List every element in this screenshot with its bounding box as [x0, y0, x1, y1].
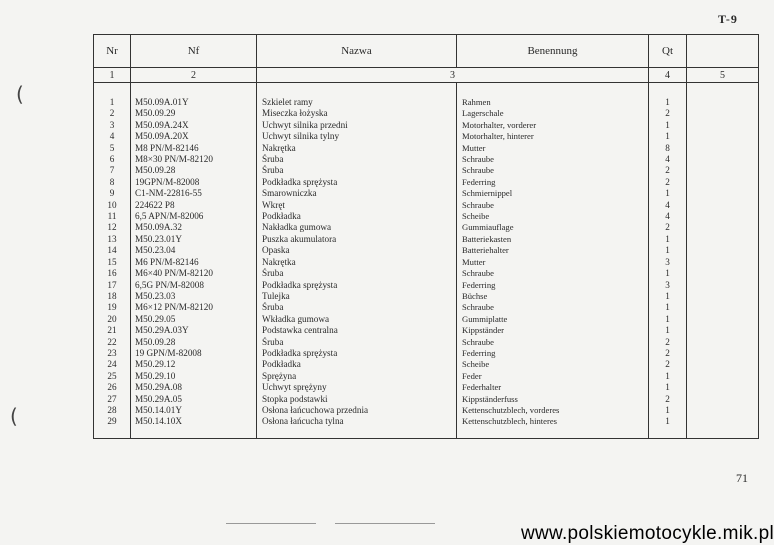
- table-row: [94, 177, 759, 188]
- cell-extra: [687, 280, 759, 291]
- table-row: [94, 165, 759, 176]
- cell-nazwa: Stopka podstawki: [257, 394, 457, 405]
- cell-nf: M50.09.28: [131, 165, 257, 176]
- cell-benennung: Schraube: [457, 268, 649, 279]
- cell-qt: 1: [649, 382, 687, 393]
- page-number: 71: [736, 471, 748, 485]
- cell-qt: 1: [649, 268, 687, 279]
- cell-nf: M6×12 PN/M-82120: [131, 302, 257, 313]
- header-qt: Qt: [649, 35, 687, 68]
- cell-extra: [687, 108, 759, 119]
- cell-qt: 4: [649, 154, 687, 165]
- cell-benennung: Feder: [457, 371, 649, 382]
- cell-nazwa: Śruba: [257, 302, 457, 313]
- cell-qt: 2: [649, 165, 687, 176]
- cell-benennung: Federring: [457, 280, 649, 291]
- cell-nf: M6×40 PN/M-82120: [131, 268, 257, 279]
- cell-benennung: Lagerschale: [457, 108, 649, 119]
- cell-nazwa: Wkładka gumowa: [257, 314, 457, 325]
- cell-nr: 29: [94, 416, 131, 427]
- cell-qt: 1: [649, 325, 687, 336]
- cell-nf: M50.09.29: [131, 108, 257, 119]
- cell-nf: M50.14.10X: [131, 416, 257, 427]
- cell-nr: 27: [94, 394, 131, 405]
- parts-table: [93, 34, 759, 439]
- cell-qt: 1: [649, 371, 687, 382]
- cell-nazwa: Nakrętka: [257, 143, 457, 154]
- cell-qt: 2: [649, 222, 687, 233]
- table-row: [94, 359, 759, 370]
- cell-benennung: Scheibe: [457, 359, 649, 370]
- table-row: [94, 120, 759, 131]
- cell-qt: 1: [649, 302, 687, 313]
- cell-nr: 19: [94, 302, 131, 313]
- punch-hole-mark: (: [10, 404, 18, 428]
- cell-benennung: Schmiernippel: [457, 188, 649, 199]
- cell-extra: [687, 394, 759, 405]
- website-watermark: www.polskiemotocykle.mik.pl: [520, 523, 774, 544]
- table-row: [94, 314, 759, 325]
- cell-nr: 10: [94, 200, 131, 211]
- table-row: [94, 280, 759, 291]
- scan-artifact: [335, 523, 435, 524]
- cell-nazwa: Tulejka: [257, 291, 457, 302]
- cell-extra: [687, 188, 759, 199]
- cell-benennung: Gummiauflage: [457, 222, 649, 233]
- cell-nf: M50.29A.08: [131, 382, 257, 393]
- cell-nf: M50.29.12: [131, 359, 257, 370]
- cell-qt: 4: [649, 211, 687, 222]
- cell-nf: 6,5 APN/M-82006: [131, 211, 257, 222]
- cell-nazwa: Podstawka centralna: [257, 325, 457, 336]
- cell-nr: 21: [94, 325, 131, 336]
- cell-qt: 2: [649, 108, 687, 119]
- cell-qt: 2: [649, 348, 687, 359]
- cell-nf: M50.09.28: [131, 337, 257, 348]
- cell-nazwa: Śruba: [257, 154, 457, 165]
- cell-qt: 1: [649, 291, 687, 302]
- cell-nf: M50.29.05: [131, 314, 257, 325]
- cell-qt: 1: [649, 234, 687, 245]
- cell-nf: 224622 P8: [131, 200, 257, 211]
- table-row: [94, 348, 759, 359]
- cell-benennung: Kippständer: [457, 325, 649, 336]
- cell-nr: 17: [94, 280, 131, 291]
- cell-nazwa: Osłona łańcucha tylna: [257, 416, 457, 427]
- colnum-extra: 5: [687, 68, 759, 83]
- cell-extra: [687, 337, 759, 348]
- cell-nr: 6: [94, 154, 131, 165]
- cell-nazwa: Opaska: [257, 245, 457, 256]
- cell-nr: 3: [94, 120, 131, 131]
- cell-qt: 2: [649, 337, 687, 348]
- cell-extra: [687, 120, 759, 131]
- cell-benennung: Rahmen: [457, 97, 649, 108]
- cell-nr: 11: [94, 211, 131, 222]
- cell-nf: M50.29A.05: [131, 394, 257, 405]
- cell-qt: 3: [649, 257, 687, 268]
- cell-nr: 20: [94, 314, 131, 325]
- table-row: [94, 211, 759, 222]
- header-benennung: Benennung: [457, 35, 649, 68]
- header-nf: Nf: [131, 35, 257, 68]
- cell-nazwa: Osłona łańcuchowa przednia: [257, 405, 457, 416]
- cell-extra: [687, 371, 759, 382]
- table-row: [94, 108, 759, 119]
- cell-benennung: Kettenschutzblech, hinteres: [457, 416, 649, 427]
- table-row: [94, 222, 759, 233]
- colnum-nf: 2: [131, 68, 257, 83]
- cell-qt: 1: [649, 314, 687, 325]
- cell-nazwa: Śruba: [257, 165, 457, 176]
- cell-benennung: Motorhalter, vorderer: [457, 120, 649, 131]
- cell-extra: [687, 314, 759, 325]
- cell-benennung: Mutter: [457, 257, 649, 268]
- cell-nr: 12: [94, 222, 131, 233]
- cell-nf: M50.14.01Y: [131, 405, 257, 416]
- cell-nr: 16: [94, 268, 131, 279]
- cell-qt: 4: [649, 200, 687, 211]
- table-row: [94, 97, 759, 108]
- cell-nr: 23: [94, 348, 131, 359]
- table-row: [94, 405, 759, 416]
- column-number-row: [94, 68, 759, 83]
- cell-nr: 25: [94, 371, 131, 382]
- cell-nazwa: Sprężyna: [257, 371, 457, 382]
- table-row: [94, 382, 759, 393]
- cell-benennung: Kippständerfuss: [457, 394, 649, 405]
- cell-benennung: Schraube: [457, 165, 649, 176]
- table-row: [94, 394, 759, 405]
- table-row: [94, 268, 759, 279]
- cell-nr: 24: [94, 359, 131, 370]
- cell-extra: [687, 131, 759, 142]
- cell-extra: [687, 211, 759, 222]
- colnum-nr: 1: [94, 68, 131, 83]
- cell-nr: 5: [94, 143, 131, 154]
- cell-qt: 1: [649, 97, 687, 108]
- cell-nf: M50.29A.03Y: [131, 325, 257, 336]
- table-row: [94, 245, 759, 256]
- table-row: [94, 188, 759, 199]
- cell-nazwa: Puszka akumulatora: [257, 234, 457, 245]
- cell-nazwa: Wkręt: [257, 200, 457, 211]
- cell-nazwa: Podkładka sprężysta: [257, 177, 457, 188]
- cell-qt: 2: [649, 359, 687, 370]
- cell-nr: 4: [94, 131, 131, 142]
- cell-extra: [687, 234, 759, 245]
- cell-nr: 14: [94, 245, 131, 256]
- table-row: [94, 371, 759, 382]
- cell-extra: [687, 405, 759, 416]
- cell-nf: M8×30 PN/M-82120: [131, 154, 257, 165]
- cell-nf: M50.23.04: [131, 245, 257, 256]
- cell-qt: 1: [649, 188, 687, 199]
- cell-extra: [687, 268, 759, 279]
- cell-nazwa: Uchwyt silnika tylny: [257, 131, 457, 142]
- cell-benennung: Gummiplatte: [457, 314, 649, 325]
- cell-nf: 19GPN/M-82008: [131, 177, 257, 188]
- cell-extra: [687, 348, 759, 359]
- cell-qt: 8: [649, 143, 687, 154]
- cell-nr: 26: [94, 382, 131, 393]
- cell-nf: 19 GPN/M-82008: [131, 348, 257, 359]
- page-marker-top: T-9: [718, 12, 738, 26]
- cell-qt: 1: [649, 416, 687, 427]
- table-row: [94, 325, 759, 336]
- cell-extra: [687, 416, 759, 427]
- cell-nazwa: Podkładka: [257, 211, 457, 222]
- cell-nr: 7: [94, 165, 131, 176]
- cell-nf: 6,5G PN/M-82008: [131, 280, 257, 291]
- cell-nazwa: Nakrętka: [257, 257, 457, 268]
- cell-extra: [687, 302, 759, 313]
- cell-benennung: Federring: [457, 348, 649, 359]
- header-nr: Nr: [94, 35, 131, 68]
- cell-nr: 28: [94, 405, 131, 416]
- table-row: [94, 337, 759, 348]
- cell-nazwa: Uchwyt silnika przedni: [257, 120, 457, 131]
- cell-extra: [687, 177, 759, 188]
- cell-benennung: Schraube: [457, 154, 649, 165]
- cell-benennung: Schraube: [457, 200, 649, 211]
- header-nazwa: Nazwa: [257, 35, 457, 68]
- cell-nazwa: Smarowniczka: [257, 188, 457, 199]
- table-row: [94, 154, 759, 165]
- table-row: [94, 291, 759, 302]
- cell-extra: [687, 154, 759, 165]
- cell-extra: [687, 245, 759, 256]
- cell-extra: [687, 325, 759, 336]
- cell-nazwa: Podkładka sprężysta: [257, 280, 457, 291]
- cell-extra: [687, 165, 759, 176]
- cell-nr: 13: [94, 234, 131, 245]
- cell-extra: [687, 382, 759, 393]
- cell-nr: 1: [94, 97, 131, 108]
- cell-extra: [687, 222, 759, 233]
- cell-qt: 2: [649, 394, 687, 405]
- cell-nazwa: Uchwyt sprężyny: [257, 382, 457, 393]
- table-row: [94, 234, 759, 245]
- cell-nazwa: Nakładka gumowa: [257, 222, 457, 233]
- cell-benennung: Motorhalter, hinterer: [457, 131, 649, 142]
- cell-qt: 1: [649, 405, 687, 416]
- cell-extra: [687, 257, 759, 268]
- cell-benennung: Schraube: [457, 302, 649, 313]
- table-row: [94, 416, 759, 427]
- cell-nf: M50.23.03: [131, 291, 257, 302]
- cell-benennung: Schraube: [457, 337, 649, 348]
- table-header-row: [94, 35, 759, 68]
- header-extra: [687, 35, 759, 68]
- cell-benennung: Büchse: [457, 291, 649, 302]
- cell-nazwa: Śruba: [257, 268, 457, 279]
- cell-qt: 1: [649, 120, 687, 131]
- cell-extra: [687, 143, 759, 154]
- cell-nr: 8: [94, 177, 131, 188]
- table-row: [94, 131, 759, 142]
- cell-qt: 1: [649, 131, 687, 142]
- cell-nazwa: Podkładka sprężysta: [257, 348, 457, 359]
- cell-qt: 1: [649, 245, 687, 256]
- cell-nr: 9: [94, 188, 131, 199]
- cell-nr: 2: [94, 108, 131, 119]
- cell-nazwa: Podkładka: [257, 359, 457, 370]
- cell-nf: M50.09A.20X: [131, 131, 257, 142]
- cell-nf: M50.09A.01Y: [131, 97, 257, 108]
- colnum-nazwa-benennung: 3: [257, 68, 649, 83]
- table-row: [94, 200, 759, 211]
- cell-nr: 15: [94, 257, 131, 268]
- cell-benennung: Batteriekasten: [457, 234, 649, 245]
- cell-qt: 2: [649, 177, 687, 188]
- cell-extra: [687, 200, 759, 211]
- table-row: [94, 143, 759, 154]
- scan-artifact: [226, 523, 316, 524]
- cell-nr: 18: [94, 291, 131, 302]
- cell-benennung: Scheibe: [457, 211, 649, 222]
- cell-qt: 3: [649, 280, 687, 291]
- table-row: [94, 257, 759, 268]
- cell-nf: C1-NM-22816-55: [131, 188, 257, 199]
- cell-extra: [687, 291, 759, 302]
- colnum-qt: 4: [649, 68, 687, 83]
- cell-nazwa: Śruba: [257, 337, 457, 348]
- cell-nf: M8 PN/M-82146: [131, 143, 257, 154]
- cell-nf: M50.09A.24X: [131, 120, 257, 131]
- cell-benennung: Federhalter: [457, 382, 649, 393]
- cell-nf: M50.23.01Y: [131, 234, 257, 245]
- cell-benennung: Kettenschutzblech, vorderes: [457, 405, 649, 416]
- cell-nr: 22: [94, 337, 131, 348]
- cell-benennung: Mutter: [457, 143, 649, 154]
- cell-nf: M50.09A.32: [131, 222, 257, 233]
- punch-hole-mark: (: [16, 82, 24, 106]
- cell-nf: M50.29.10: [131, 371, 257, 382]
- cell-nazwa: Miseczka łożyska: [257, 108, 457, 119]
- cell-benennung: Federring: [457, 177, 649, 188]
- cell-nf: M6 PN/M-82146: [131, 257, 257, 268]
- cell-extra: [687, 97, 759, 108]
- table-row: [94, 302, 759, 313]
- cell-extra: [687, 359, 759, 370]
- cell-benennung: Batteriehalter: [457, 245, 649, 256]
- cell-nazwa: Szkielet ramy: [257, 97, 457, 108]
